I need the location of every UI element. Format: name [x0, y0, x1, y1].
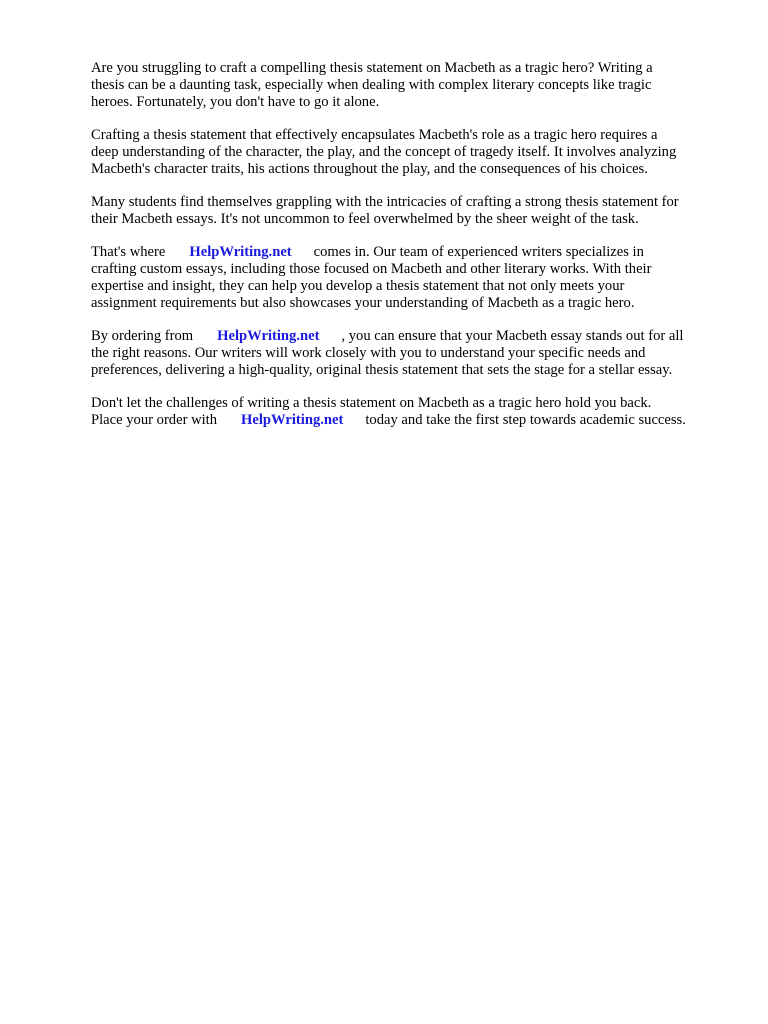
- text-line: their Macbeth essays. It's not uncommon to feel overwhelmed by the sheer weight of the task.: [91, 211, 639, 227]
- paragraph-ordering: [91, 328, 731, 379]
- text-line: preferences, delivering a high-quality, original thesis statement that sets the stage for a stellar essay.: [91, 362, 673, 378]
- helpwriting-link[interactable]: HelpWriting.net: [241, 412, 344, 428]
- document-page: [91, 60, 731, 445]
- text-line: deep understanding of the character, the play, and the concept of tragedy itself. It involves analyzing: [91, 144, 677, 160]
- text-line: Don't let the challenges of writing a thesis statement on Macbeth as a tragic hero hold you back.: [91, 395, 652, 411]
- paragraph-crafting: [91, 127, 731, 178]
- text-line: Are you struggling to craft a compelling thesis statement on Macbeth as a tragic hero? Writing a: [91, 60, 653, 76]
- paragraph-students: [91, 194, 731, 228]
- text-segment: , you can ensure that your Macbeth essay stands out for all: [341, 328, 684, 344]
- text-segment: comes in. Our team of experienced writers specializes in: [313, 244, 644, 260]
- text-line: crafting custom essays, including those focused on Macbeth and other literary works. With their: [91, 261, 652, 277]
- text-line: Macbeth's character traits, his actions throughout the play, and the consequences of his choices.: [91, 161, 648, 177]
- text-line: Many students find themselves grappling with the intricacies of crafting a strong thesis statement for: [91, 194, 679, 210]
- text-segment: That's where: [91, 244, 166, 260]
- text-line: expertise and insight, they can help you develop a thesis statement that not only meets your: [91, 278, 625, 294]
- helpwriting-link[interactable]: HelpWriting.net: [189, 244, 292, 260]
- text-line: heroes. Fortunately, you don't have to go it alone.: [91, 94, 380, 110]
- text-segment: Place your order with: [91, 412, 218, 428]
- text-line: thesis can be a daunting task, especially when dealing with complex literary concepts like tragic: [91, 77, 652, 93]
- text-segment: By ordering from: [91, 328, 194, 344]
- text-line: assignment requirements but also showcases your understanding of Macbeth as a tragic hero.: [91, 295, 635, 311]
- text-segment: today and take the first step towards academic success.: [365, 412, 686, 428]
- text-line: [91, 328, 731, 345]
- paragraph-intro: [91, 60, 731, 111]
- paragraph-closing: [91, 395, 731, 429]
- text-line: [91, 244, 731, 261]
- paragraph-thats-where: [91, 244, 731, 312]
- text-line: Crafting a thesis statement that effectively encapsulates Macbeth's role as a tragic hero requires a: [91, 127, 658, 143]
- text-line: [91, 412, 731, 429]
- helpwriting-link[interactable]: HelpWriting.net: [217, 328, 320, 344]
- text-line: the right reasons. Our writers will work closely with you to understand your specific needs and: [91, 345, 646, 361]
